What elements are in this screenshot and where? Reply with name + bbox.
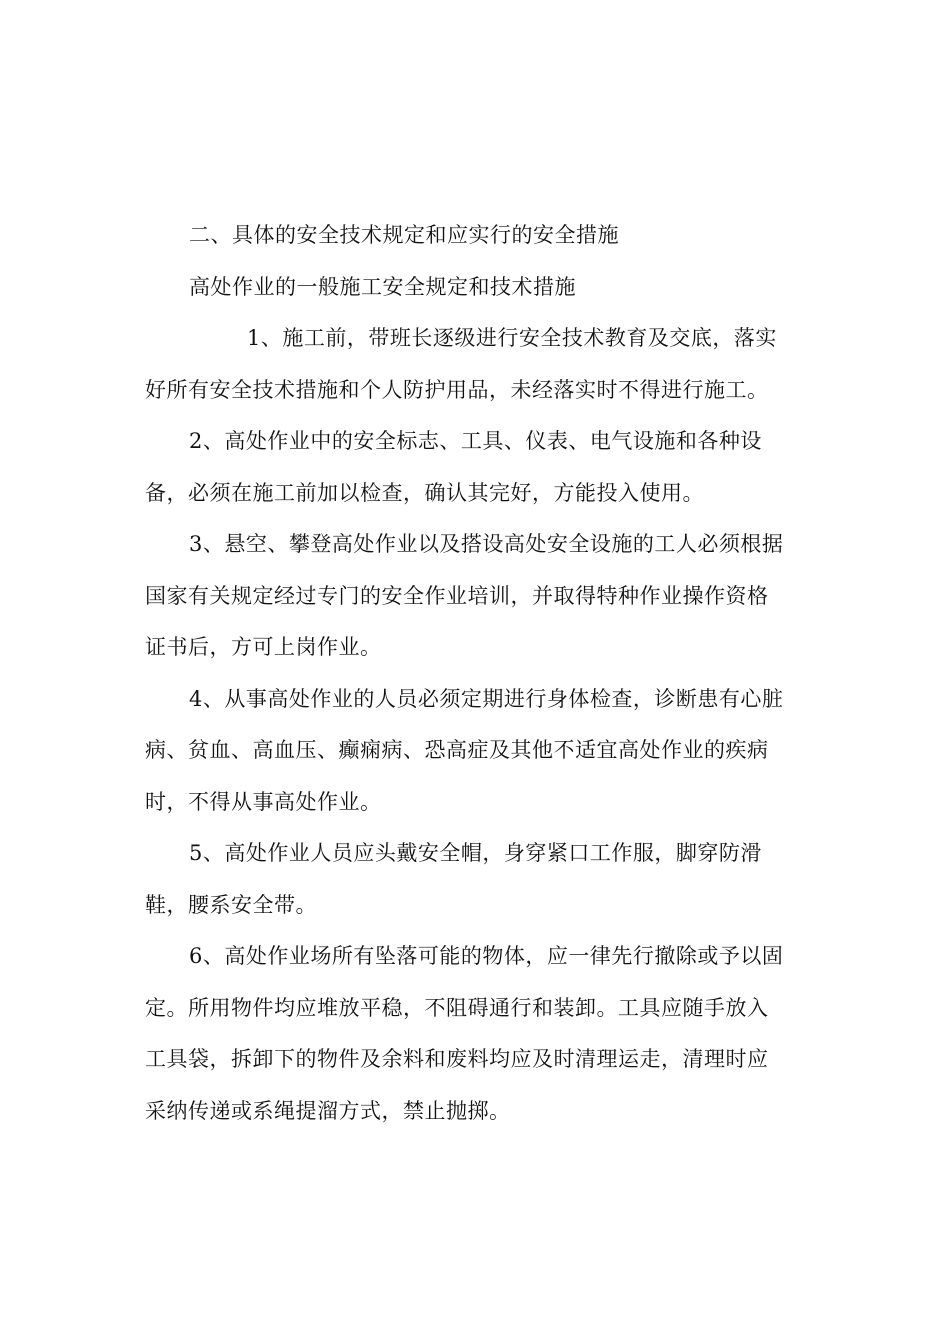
paragraph-4 bbox=[145, 674, 805, 829]
paragraph-4-line-2: 病、贫血、高血压、癫痫病、恐高症及其他不适宜高处作业的疾病 bbox=[145, 738, 769, 762]
paragraph-1-line-1: 1、施工前，带班长逐级进行安全技术教育及交底，落实 bbox=[247, 326, 777, 350]
paragraph-1 bbox=[145, 313, 805, 416]
paragraph-6 bbox=[145, 931, 805, 1137]
paragraph-6-line-1: 6、高处作业场所有坠落可能的物体，应一律先行撤除或予以固 bbox=[189, 944, 784, 968]
paragraph-2-line-2: 备，必须在施工前加以检查，确认其完好，方能投入使用。 bbox=[145, 480, 704, 505]
paragraph-4-line-1: 4、从事高处作业的人员必须定期进行身体检查，诊断患有心脏 bbox=[189, 686, 784, 711]
paragraph-3-line-1: 3、悬空、攀登高处作业以及搭设高处安全设施的工人必须根据 bbox=[189, 532, 784, 556]
paragraph-2-line-1: 2、高处作业中的安全标志、工具、仪表、电气设施和各种设 bbox=[189, 429, 762, 453]
paragraph-6-line-4: 采纳传递或系绳提溜方式，禁止抛掷。 bbox=[145, 1098, 511, 1123]
paragraph-2 bbox=[145, 416, 805, 519]
section-heading: 二、具体的安全技术规定和应实行的安全措施 bbox=[189, 223, 619, 247]
paragraph-5 bbox=[145, 828, 805, 931]
sub-heading: 高处作业的一般施工安全规定和技术措施 bbox=[189, 274, 576, 299]
paragraph-3-line-3: 证书后，方可上岗作业。 bbox=[145, 635, 382, 659]
paragraph-3 bbox=[145, 519, 805, 674]
paragraph-5-line-1: 5、高处作业人员应头戴安全帽，身穿紧口工作服，脚穿防滑 bbox=[189, 841, 762, 865]
paragraph-6-line-3: 工具袋，拆卸下的物件及余料和废料均应及时清理运走，清理时应 bbox=[145, 1047, 769, 1071]
paragraph-4-line-3: 时，不得从事高处作业。 bbox=[145, 789, 382, 814]
document-body bbox=[145, 210, 805, 1137]
paragraph-3-line-2: 国家有关规定经过专门的安全作业培训，并取得特种作业操作资格 bbox=[145, 583, 769, 608]
paragraph-5-line-2: 鞋，腰系安全带。 bbox=[145, 892, 317, 917]
paragraph-1-line-2: 好所有安全技术措施和个人防护用品，未经落实时不得进行施工。 bbox=[145, 377, 769, 402]
paragraph-6-line-2: 定。所用物件均应堆放平稳，不阻碍通行和装卸。工具应随手放入 bbox=[145, 995, 769, 1020]
